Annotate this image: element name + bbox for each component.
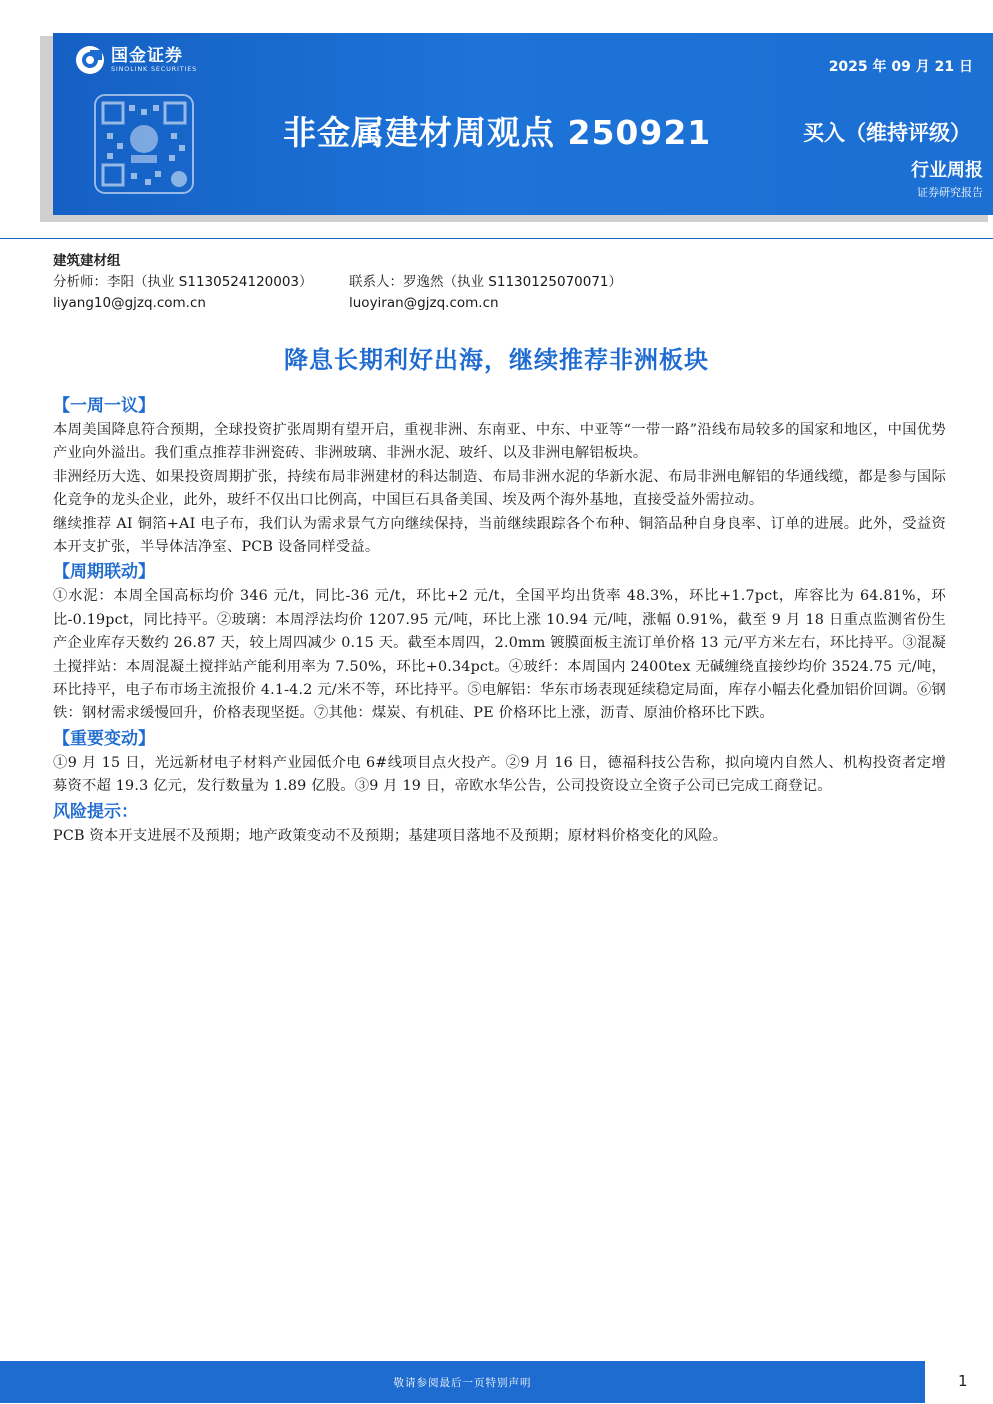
- paragraph: PCB 资本开支进展不及预期；地产政策变动不及预期；基建项目落地不及预期；原材料价格变化的风险。: [53, 827, 728, 844]
- analyst-info: [53, 251, 622, 314]
- paragraph: 本周美国降息符合预期，全球投资扩张周期有望开启，重视非洲、东南亚、中东、中亚等“一带一路”沿线布局较多的国家和地区，中国优势产业向外溢出。我们重点推荐非洲瓷砖、非洲玻璃、非洲水泥、玻纤、以及非洲电解铝板块。: [53, 422, 946, 462]
- section-heading: 【重要变动】: [53, 728, 155, 749]
- report-date: 2025 年 09 月 21 日: [828, 59, 973, 75]
- section-weekly-view: [53, 393, 946, 559]
- logo-name-cn: 国金证券: [111, 45, 183, 66]
- section-key-changes: [53, 726, 946, 799]
- sinolink-logo-icon: [75, 45, 105, 75]
- company-logo: [75, 45, 197, 75]
- section-heading: 风险提示：: [53, 801, 138, 822]
- logo-name-en: SINOLINK SECURITIES: [111, 64, 198, 73]
- analyst-email[interactable]: liyang10@gjzq.com.cn: [53, 295, 206, 311]
- footer-separator: [925, 1361, 930, 1403]
- contact-name: 联系人：罗逸然（执业 S1130125070071）: [349, 274, 623, 290]
- header-divider: [0, 238, 993, 239]
- page-number: 1: [958, 1372, 968, 1390]
- report-headline: 降息长期利好出海，继续推荐非洲板块: [284, 346, 709, 374]
- paragraph: 非洲经历大选、如果投资周期扩张，持续布局非洲建材的科达制造、布局非洲水泥的华新水泥、布局非洲电解铝的华通线缆，都是参与国际化竞争的龙头企业，此外，玻纤不仅出口比例高，中国巨石具备美国、埃及两个海外基地，直接受益外需拉动。: [53, 468, 946, 509]
- footer-disclaimer-notice: 敬请参阅最后一页特别声明: [393, 1377, 532, 1389]
- report-type: 行业周报: [911, 160, 983, 181]
- section-risk-warning: [53, 799, 946, 848]
- contact-email[interactable]: luoyiran@gjzq.com.cn: [349, 295, 499, 311]
- investment-rating: 买入（维持评级）: [803, 121, 971, 145]
- paragraph: ①9 月 15 日，光远新材电子材料产业园低介电 6#线项目点火投产。②9 月 16 日，德福科技公告称，拟向境内自然人、机构投资者定增募资不超 19.3 亿元，发行数量为 1.89 亿股。③9 月 19 日，帝欧水华公告，公司投资设立全资子公司已完成工商登记。: [53, 754, 946, 795]
- paragraph: ①水泥：本周全国高标均价 346 元/t，同比-36 元/t，环比+2 元/t，全国平均出货率 48.3%，环比+1.7pct，库容比为 64.81%，环比-0.19pct，同比持平。②玻璃：本周浮法均价 1207.95 元/吨，环比上涨 10.94 元/吨，涨幅 0.91%，截至 9 月 18 日重点监测省份生产企业库存天数约 26.87 天，较上周四减少 0.15 天。截至本周四，2.0mm 镀膜面板主流订单价格 13 元/平方米左右，环比持平。③混凝土搅拌站：本周混凝土搅拌站产能利用率为 7.50%，环比+0.34pct。④玻纤：本周国内 2400tex 无碱缠绕直接纱均价 3524.75 元/吨，环比持平，电子布市场主流报价 4.1-4.2 元/米不等，环比持平。⑤电解铝：华东市场表现延续稳定局面，库存小幅去化叠加铝价回调。⑥钢铁：钢材需求缓慢回升，价格表现坚挺。⑦其他：煤炭、有机硅、PE 价格环比上涨，沥青、原油价格环比下跌。: [53, 588, 946, 722]
- qr-code-icon: [93, 93, 195, 195]
- section-cycle-linkage: [53, 559, 946, 725]
- report-body: [53, 393, 946, 848]
- report-title: 非金属建材周观点 250921: [283, 113, 712, 152]
- report-header-banner: [53, 33, 993, 215]
- paragraph: 继续推荐 AI 铜箔+AI 电子布，我们认为需求景气方向继续保持，当前继续跟踪各个布种、铜箔品种自身良率、订单的进展。此外，受益资本开支扩张，半导体洁净室、PCB 设备同样受益。: [53, 515, 946, 556]
- section-heading: 【周期联动】: [53, 562, 155, 583]
- research-group: 建筑建材组: [53, 253, 121, 269]
- analyst-name: 分析师：李阳（执业 S1130524120003）: [53, 274, 313, 290]
- report-subtype: 证券研究报告: [917, 186, 983, 199]
- section-heading: 【一周一议】: [53, 396, 155, 416]
